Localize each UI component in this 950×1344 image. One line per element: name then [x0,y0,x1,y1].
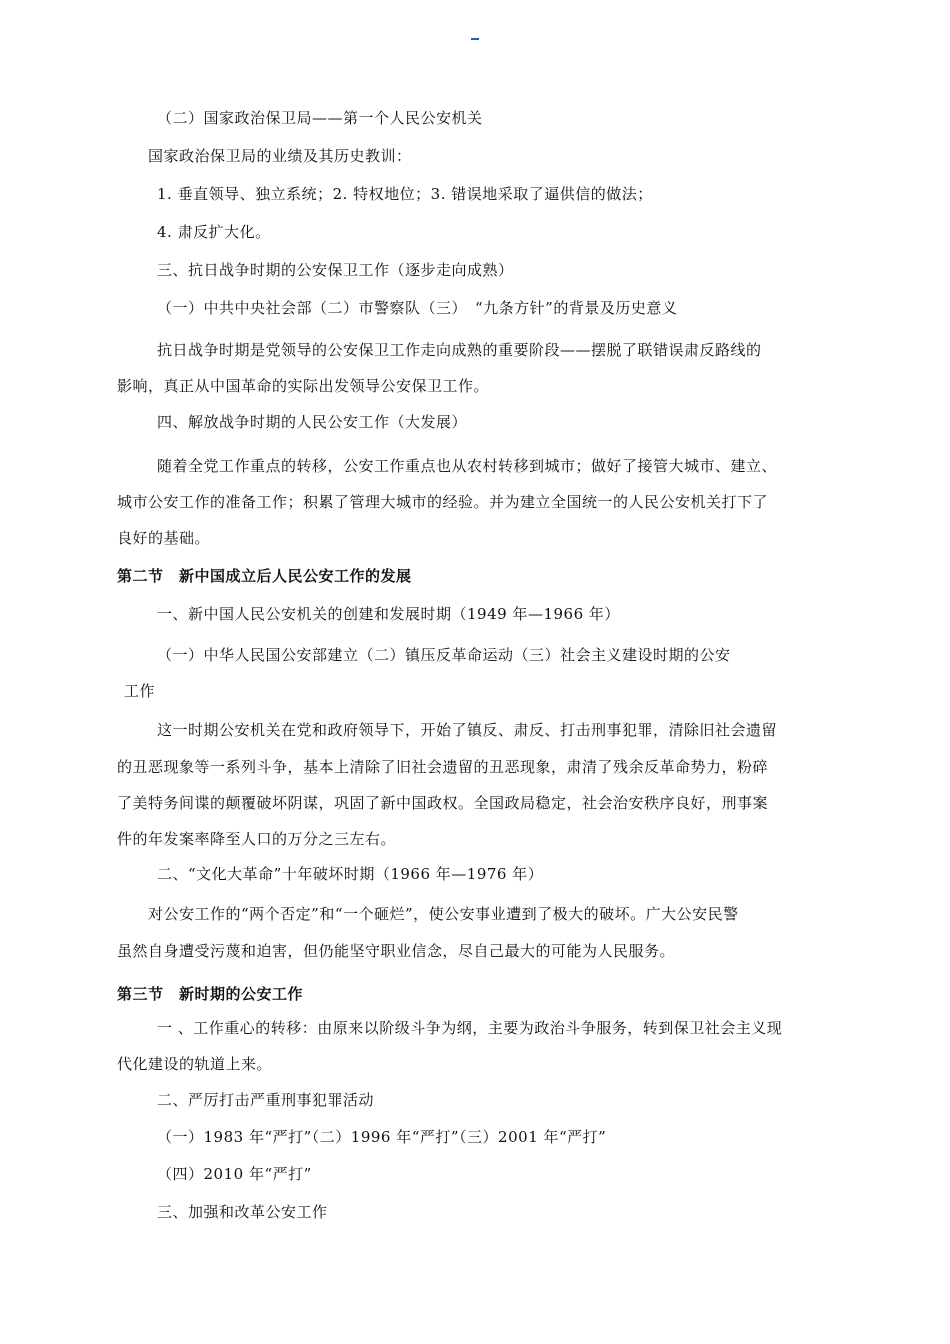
list-line: 工作 [124,682,156,700]
paragraph-line: 的丑恶现象等一系列斗争，基本上清除了旧社会遗留的丑恶现象，肃清了残余反革命势力，粉碎 [117,758,769,776]
list-line: （一）中共中央社会部（二）市警察队（三） “九条方针”的背景及历史意义 [157,299,678,317]
list-line: （一）1983 年“严打”（二）1996 年“严打”（三）2001 年“严打” [157,1128,607,1146]
paragraph-line: 国家政治保卫局的业绩及其历史教训： [148,147,412,165]
subsection-heading: 四、解放战争时期的人民公安工作（大发展） [157,413,468,431]
paragraph-line: 影响，真正从中国革命的实际出发领导公安保卫工作。 [117,377,490,395]
list-line: （四）2010 年“严打” [157,1165,312,1183]
paragraph-line: 这一时期公安机关在党和政府领导下，开始了镇反、肃反、打击刑事犯罪，清除旧社会遗留 [157,721,778,739]
paragraph-line: 城市公安工作的准备工作；积累了管理大城市的经验。并为建立全国统一的人民公安机关打下了 [117,493,769,511]
header-mark [471,38,479,40]
subsection-heading: 三、抗日战争时期的公安保卫工作（逐步走向成熟） [157,261,514,279]
paragraph-line: 随着全党工作重点的转移，公安工作重点也从农村转移到城市；做好了接管大城市、建立、 [157,457,778,475]
list-line: （一）中华人民国公安部建立（二）镇压反革命运动（三）社会主义建设时期的公安 [157,646,731,664]
subsection-heading: 三、加强和改革公安工作 [157,1203,328,1221]
paragraph-line: 一 、工作重心的转移：由原来以阶级斗争为纲，主要为政治斗争服务，转到保卫社会主义现 [157,1019,783,1037]
subsection-heading: 二、严厉打击严重刑事犯罪活动 [157,1091,375,1109]
list-line: 1. 垂直领导、独立系统；2. 特权地位；3. 错误地采取了逼供信的做法； [157,185,653,203]
paragraph-line: 良好的基础。 [117,529,211,547]
subsection-heading: 二、“文化大革命”十年破坏时期（1966 年—1976 年） [157,865,544,883]
paragraph-line: 了美特务间谍的颠覆破坏阴谋，巩固了新中国政权。全国政局稳定，社会治安秩序良好，刑事案 [117,794,769,812]
subsection-heading: （二）国家政治保卫局——第一个人民公安机关 [157,109,483,127]
paragraph-line: 虽然自身遭受污蔑和迫害，但仍能坚守职业信念，尽自己最大的可能为人民服务。 [117,942,676,960]
section-heading: 第二节 新中国成立后人民公安工作的发展 [117,567,412,585]
section-heading: 第三节 新时期的公安工作 [117,985,304,1003]
subsection-heading: 一、新中国人民公安机关的创建和发展时期（1949 年—1966 年） [157,605,620,623]
paragraph-line: 抗日战争时期是党领导的公安保卫工作走向成熟的重要阶段——摆脱了联错误肃反路线的 [157,341,762,359]
list-line: 4. 肃反扩大化。 [157,223,271,241]
paragraph-line: 对公安工作的“两个否定”和“一个砸烂”，使公安事业遭到了极大的破坏。广大公安民警 [148,905,739,923]
paragraph-line: 件的年发案率降至人口的万分之三左右。 [117,830,397,848]
paragraph-line: 代化建设的轨道上来。 [117,1055,273,1073]
